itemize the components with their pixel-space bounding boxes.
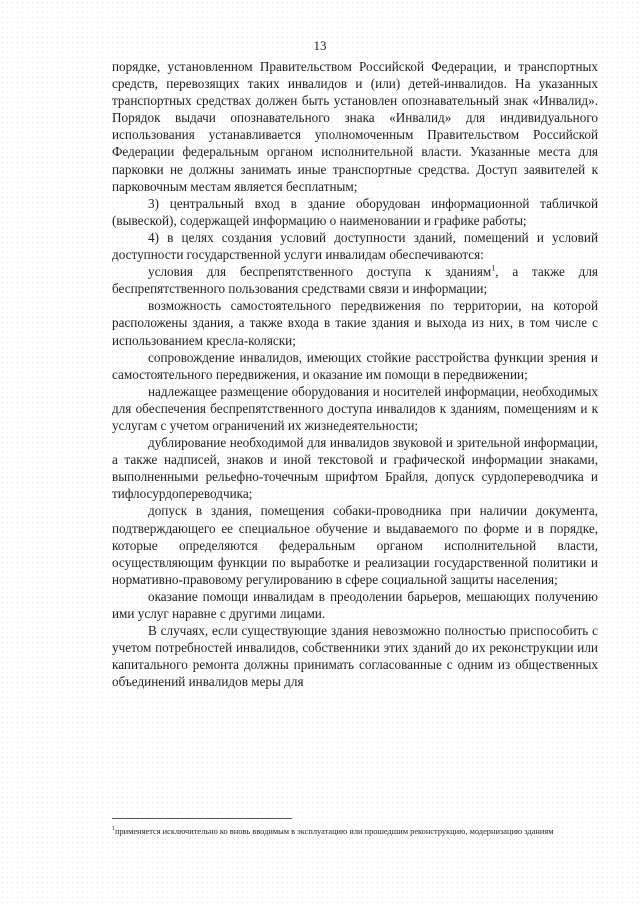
paragraph: возможность самостоятельного передвижения по территории, на которой расположены здания, а также входа в такие здания и выхода из них, в том числе с использованием кресла-коляски; <box>112 298 598 348</box>
paragraph: порядке, установленном Правительством Российской Федерации, и транспортных средств, перевозящих таких инвалидов и (или) детей-инвалидов. На указанных транспортных средствах должен быть установлен опознавательный знак «Инвалид». Порядок выдачи опознавательного знака «Инвалид» для индивидуального использования устанавливается уполномоченным Правительством Российской Федерации федеральным органом исполнительной власти. Указанные места для парковки не должны занимать иные транспортные средства. Доступ заявителей к парковочным местам является бесплатным; <box>112 59 598 194</box>
body-text <box>112 58 598 690</box>
paragraph: сопровождение инвалидов, имеющих стойкие расстройства функции зрения и самостоятельного передвижения, и оказание им помощи в передвижении; <box>112 349 598 382</box>
paragraph: 4) в целях создания условий доступности зданий, помещений и условий доступности государственной услуги инвалидам обеспечиваются: <box>112 229 598 263</box>
paragraph: дублирование необходимой для инвалидов звуковой и зрительной информации, а также надписей, знаков и иной текстовой и графической информации знаками, выполненными рельефно-точечным шрифтом Брайля, допуск сурдопереводчика и тифлосурдопереводчика; <box>112 435 598 502</box>
paragraph: надлежащее размещение оборудования и носителей информации, необходимых для обеспечения беспрепятственного доступа инвалидов к зданиям, помещениям и к услугам с учетом ограничений их жизнедеятельности; <box>112 383 598 433</box>
paragraph: В случаях, если существующие здания невозможно полностью приспособить с учетом потребностей инвалидов, собственники этих зданий до их реконструкции или капитального ремонта должны принимать согласованные с одним из общественных объединений инвалидов меры для <box>112 623 598 690</box>
page-number: 13 <box>313 38 327 53</box>
footnote-reference: 1 <box>491 263 496 273</box>
footnote-text: применяется исключительно ко вновь вводимым в эксплуатацию или прошедшим реконструкцию, модернизацию зданиям <box>115 827 554 836</box>
paragraph-text-continued: , а также для беспрепятственного пользования средствами связи и информации; <box>112 264 599 297</box>
footnote <box>112 826 598 837</box>
paragraph: оказание помощи инвалидам в преодолении барьеров, мешающих получению ими услуг наравне с другими лицами. <box>112 588 598 621</box>
paragraph <box>112 263 598 297</box>
footnote-marker: 1 <box>112 826 115 833</box>
footnote-divider <box>112 818 292 819</box>
paragraph-text: условия для беспрепятственного доступа к зданиям <box>148 264 492 280</box>
paragraph: 3) центральный вход в здание оборудован информационной табличкой (вывеской), содержащей информацию о наименовании и графике работы; <box>112 195 598 228</box>
paragraph: допуск в здания, помещения собаки-проводника при наличии документа, подтверждающего ее специальное обучение и выдаваемого по форме и в порядке, которые определяются федеральным органом исполнительной власти, осуществляющим функции по выработке и реализации государственной политики и нормативно-правовому регулированию в сфере социальной защиты населения; <box>112 503 598 587</box>
